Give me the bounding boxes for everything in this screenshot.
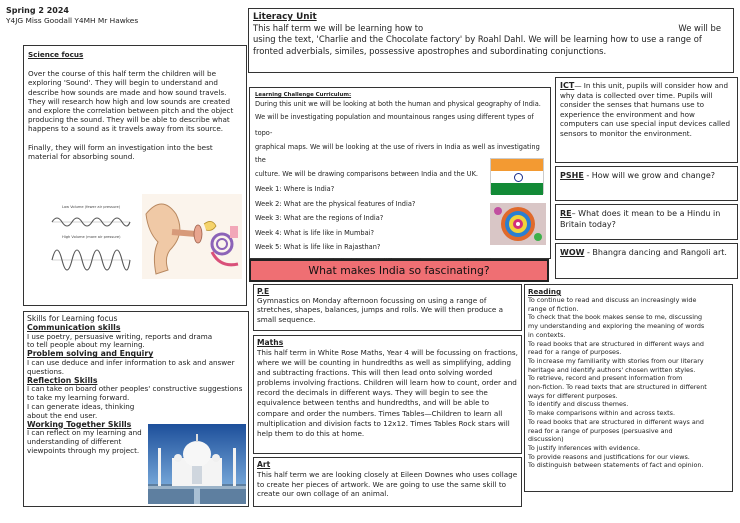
reading-line: ways for different purposes.	[528, 391, 618, 400]
skills-line: I can use deduce and infer information to ask and answer	[27, 357, 235, 367]
reading-line: To distinguish between statements of fact and opinion.	[528, 461, 704, 470]
pshe-text: - How will we grow and change?	[583, 171, 715, 180]
ict-content	[560, 81, 733, 139]
pe-heading: P.E	[257, 287, 270, 296]
wow-content	[560, 247, 733, 258]
skills-line: understanding of different	[27, 437, 122, 447]
maths-box	[253, 335, 522, 454]
reading-line: To increase my familiarity with stories from our literary	[528, 356, 704, 365]
literacy-text: using the text, 'Charlie and the Chocolate factory' by Roahl Dahl. We will be learning how to use a range of fronted adverbials, similes, possessive apostrophes and subordinating conjunctions.	[253, 34, 702, 56]
reading-line: heritage and identify authors' chosen written styles.	[528, 365, 696, 374]
literacy-box	[248, 8, 734, 73]
re-box	[555, 204, 738, 240]
reading-line: my understanding and exploring the meaning of words	[528, 322, 705, 331]
literacy-line-1-right: We will be	[678, 23, 721, 33]
communication-heading: Communication skills	[27, 322, 121, 332]
pshe-content	[560, 170, 733, 181]
rangoli-image	[490, 203, 546, 245]
reading-line: To continue to read and discuss an increasingly wide	[528, 296, 697, 304]
week-item: Week 1: Where is India?	[255, 185, 335, 193]
week-item: Week 4: What is life like in Mumbai?	[255, 228, 374, 237]
science-heading: Science focus	[28, 50, 84, 59]
reading-line: read for a range of purposes.	[528, 348, 622, 357]
india-flag-image	[490, 158, 544, 194]
art-heading: Art	[257, 460, 271, 469]
art-box	[253, 457, 522, 507]
re-content	[560, 208, 733, 230]
science-paragraph-2: Finally, they will form an investigation into the best material for absorbing sound.	[28, 142, 213, 161]
wave-high-label: High Volume (more air pressure)	[62, 235, 121, 239]
reading-box	[524, 284, 733, 492]
wow-heading: WOW	[560, 248, 585, 257]
reading-line: in contexts.	[528, 330, 566, 339]
pe-box	[253, 284, 522, 331]
ear-illustration	[142, 194, 242, 279]
reading-line: discussion)	[528, 435, 564, 444]
ict-heading: ICT	[560, 81, 575, 90]
pe-text: Gymnastics on Monday afternoon focussing on using a range of stretches, shapes, balances, jumps and rolls. We will then produce a small sequence.	[257, 296, 504, 324]
ict-text: — In this unit, pupils will consider how and why data is collected over time. Pupils will consider the senses that humans use to experience the environment and how computers can use special input devices called sensors to monitor the environment.	[560, 81, 731, 138]
pshe-heading: PSHE	[560, 171, 584, 180]
wow-box	[555, 243, 738, 279]
week-item: Week 3: What are the regions of India?	[255, 214, 384, 222]
curriculum-box	[249, 87, 551, 259]
india-banner	[249, 259, 549, 282]
reading-heading: Reading	[528, 287, 562, 296]
taj-mahal-image	[148, 424, 246, 504]
re-heading: RE	[560, 209, 572, 218]
problem-solving-heading: Problem solving and Enquiry	[27, 349, 154, 359]
skills-line: about the end user.	[27, 410, 98, 420]
week-item: Week 2: What are the physical features of India?	[255, 199, 416, 208]
wow-text: - Bhangra dancing and Rangoli art.	[584, 248, 727, 257]
art-text: This half term we are looking closely at Eileen Downes who uses collage to create her pieces of artwork. We are going to use the same skill to create our own collage of an animal.	[257, 470, 518, 499]
pshe-box	[555, 166, 738, 201]
literacy-line-1: This half term we will be learning how to	[253, 23, 424, 33]
reading-line: To justify inferences with evidence.	[528, 443, 641, 452]
maths-heading: Maths	[257, 338, 284, 347]
maths-text: This half term in White Rose Maths, Year 4 will be focussing on fractions, where we will be counting in hundredths as well as simplifying, adding and subtracting fractions. This will then lead onto solving worded problems involving fractions. Children will learn how to count, order and record the decimals in different ways. They will begin to see the equivalence between tenths and hundredths, and will be able to compare and order the numbers. Times Tables—Children to learn all multiplication and division facts to 12x12. Times Tables Rock stars will help them to do this at home.	[257, 348, 518, 438]
curriculum-heading: Learning Challenge Curriculum:	[255, 92, 352, 98]
skills-title: Skills for Learning focus	[27, 314, 118, 323]
reading-line: To retrieve, record and present information from	[528, 374, 683, 383]
curriculum-intro-line: During this unit we will be looking at both the human and physical geography of India.	[255, 100, 541, 108]
curriculum-intro-line: culture. We will be drawing comparisons between India and the UK.	[255, 170, 479, 178]
header-classes: Y4JG Miss Goodall Y4MH Mr Hawkes	[6, 16, 139, 25]
skills-line: to take my learning forward.	[27, 393, 130, 403]
header-term: Spring 2 2024	[6, 6, 69, 15]
wave-low-label: Low Volume (fewer air pressure)	[62, 205, 121, 209]
skills-line: I can generate ideas, thinking	[27, 401, 135, 411]
skills-line: I use poetry, persuasive writing, reports and drama	[27, 331, 213, 341]
curriculum-intro-line: We will be investigating population and mountainous ranges using different types of topo-	[255, 113, 534, 137]
reading-line: To check that the book makes sense to me, discussing	[528, 313, 703, 322]
skills-line: questions.	[27, 366, 65, 376]
skills-line: to tell people about my learning.	[27, 340, 145, 350]
re-text: – What does it mean to be a Hindu in Britain today?	[560, 209, 721, 229]
science-box	[23, 45, 247, 306]
sound-wave-diagram	[34, 194, 134, 284]
week-item: Week 5: What is life like in Rajasthan?	[255, 243, 381, 251]
reading-line: To read books that are structured in different ways and	[528, 417, 704, 426]
ict-box	[555, 77, 738, 163]
literacy-heading: Literacy Unit	[253, 12, 317, 22]
science-paragraph-1: Over the course of this half term the children will be exploring 'Sound'. They will begin to understand and describe how sounds are made and how sound travels. They will research how high and low sounds are created and explore the correlation between pitch and the object producing the sound. They will be able to describe what happens to a sound as it travels away from its source.	[28, 69, 234, 134]
reading-line: To identify and discuss themes.	[528, 400, 629, 409]
reading-line: read for a range of purposes (persuasive and	[528, 426, 673, 435]
working-together-heading: Working Together Skills	[27, 419, 132, 429]
reading-line: range of fiction.	[528, 304, 579, 313]
curriculum-intro-line: graphical maps. We will be looking at the use of rivers in India as well as investigating the	[255, 143, 540, 164]
reading-line: To make comparisons within and across texts.	[528, 409, 675, 418]
skills-line: viewpoints through my project.	[27, 445, 140, 455]
reading-line: To provide reasons and justifications for our views.	[528, 452, 690, 461]
banner-text: What makes India so fascinating?	[308, 264, 490, 277]
skills-line: I can take on board other peoples' constructive suggestions	[27, 384, 243, 394]
skills-line: I can reflect on my learning and	[27, 428, 142, 438]
reading-line: non-fiction. To read texts that are structured in different	[528, 383, 707, 392]
reading-line: To read books that are structured in different ways and	[528, 339, 704, 348]
skills-box	[23, 311, 249, 507]
reflection-heading: Reflection Skills	[27, 375, 98, 385]
